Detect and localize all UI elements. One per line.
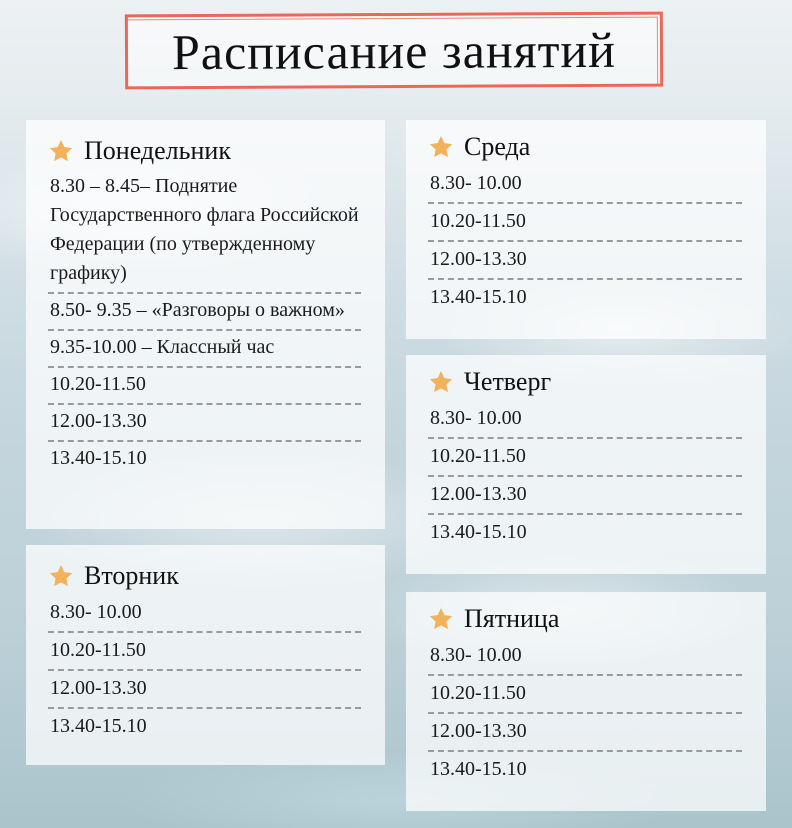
day-name: Понедельник xyxy=(84,136,231,165)
day-name: Среда xyxy=(464,132,531,161)
time-slot: 10.20-11.50 xyxy=(48,368,361,405)
day-card-monday xyxy=(26,120,385,529)
time-slot: 12.00-13.30 xyxy=(428,477,742,515)
time-slot: 13.40-15.10 xyxy=(50,715,147,737)
day-header xyxy=(428,602,742,636)
star-icon xyxy=(428,369,454,395)
day-header xyxy=(428,130,742,164)
day-card-wednesday xyxy=(406,120,766,339)
time-slot: 10.20-11.50 xyxy=(428,439,742,477)
time-slot: 9.35-10.00 – Классный час xyxy=(48,331,361,368)
time-slot: 8.30- 10.00 xyxy=(48,595,361,633)
time-slot: 13.40-15.10 xyxy=(50,447,147,469)
time-slot: 13.40-15.10 xyxy=(430,521,527,543)
time-slot: 8.30- 10.00 xyxy=(428,166,742,204)
day-name: Пятница xyxy=(464,604,560,633)
time-slot: 12.00-13.30 xyxy=(428,242,742,280)
time-slot: 8.30- 10.00 xyxy=(428,401,742,439)
time-slot: 13.40-15.10 xyxy=(430,758,527,780)
time-slot: 8.30 – 8.45– Поднятие Государственного флага Российской Федерации (по утвержденному графику) xyxy=(48,170,361,294)
star-icon xyxy=(428,606,454,632)
day-header xyxy=(48,134,361,168)
time-slot: 10.20-11.50 xyxy=(428,204,742,242)
time-slot: 13.40-15.10 xyxy=(430,286,527,308)
time-slot: 8.30- 10.00 xyxy=(428,638,742,676)
page-title: Расписание занятий xyxy=(171,21,617,80)
star-icon xyxy=(48,563,74,589)
day-card-tuesday xyxy=(26,545,385,765)
time-slot: 8.50- 9.35 – «Разговоры о важном» xyxy=(48,294,361,331)
time-slot: 12.00-13.30 xyxy=(428,714,742,752)
star-icon xyxy=(428,134,454,160)
day-header xyxy=(428,365,742,399)
time-slot: 12.00-13.30 xyxy=(48,405,361,442)
day-header xyxy=(48,559,361,593)
time-slot: 10.20-11.50 xyxy=(428,676,742,714)
time-slot: 12.00-13.30 xyxy=(48,671,361,709)
day-card-thursday xyxy=(406,355,766,574)
star-icon xyxy=(48,138,74,164)
day-name: Четверг xyxy=(464,367,552,396)
day-card-friday xyxy=(406,592,766,811)
day-name: Вторник xyxy=(84,561,179,590)
page-title-box xyxy=(125,12,663,90)
time-slot: 10.20-11.50 xyxy=(48,633,361,671)
